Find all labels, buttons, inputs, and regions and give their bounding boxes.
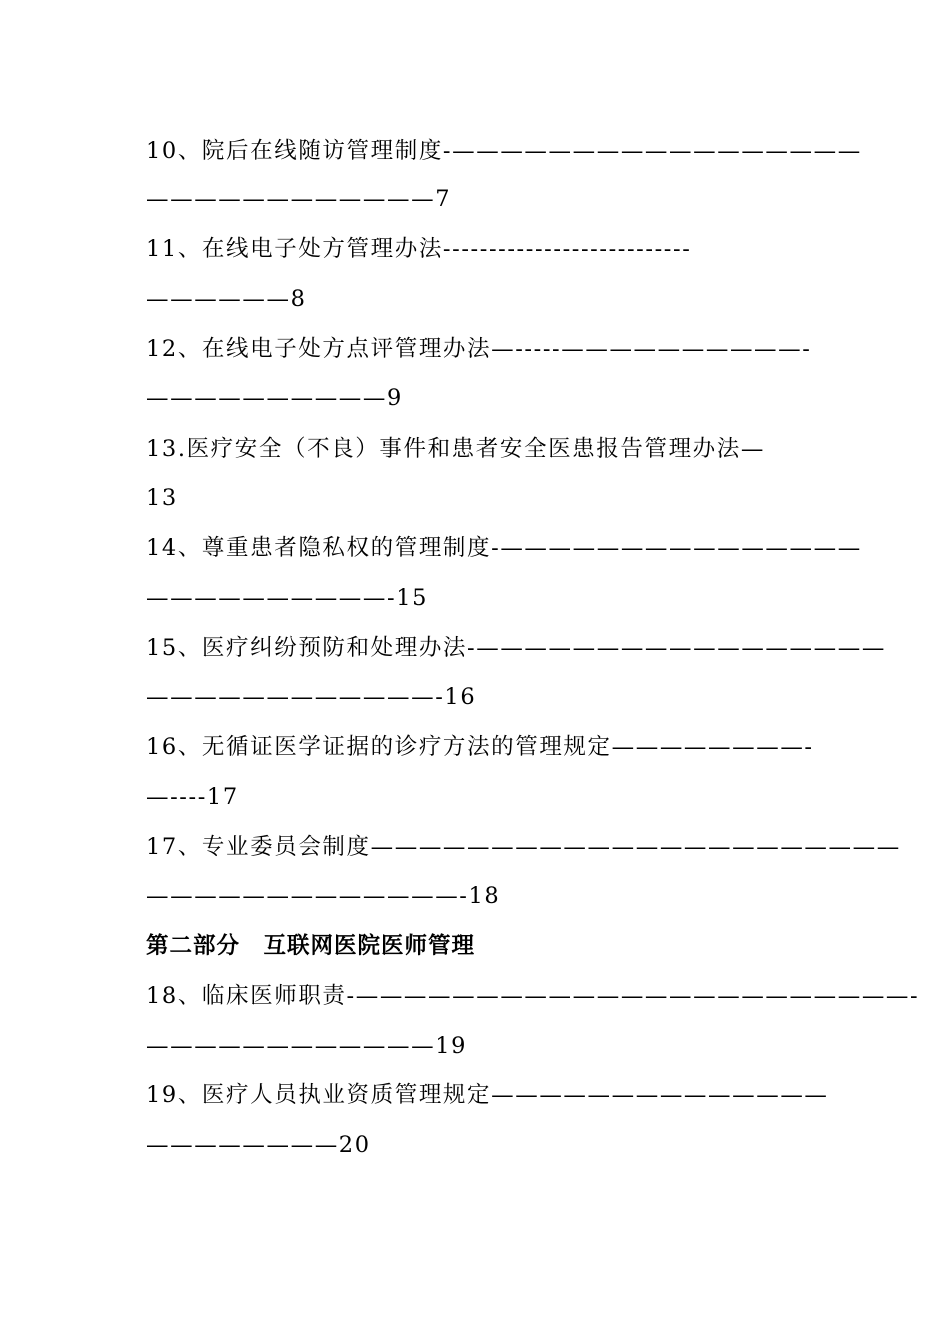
section-heading: 第二部分 互联网医院医师管理 [146,933,476,959]
toc-entry-19-line2: ————————20 [146,1132,371,1158]
toc-entry-15-line2: ————————————-16 [146,684,477,710]
toc-entry-14-line1: 14、尊重患者隐私权的管理制度-——————————————— [146,535,862,561]
toc-entry-13-line1: 13.医疗安全（不良）事件和患者安全医患报告管理办法— [146,436,765,462]
toc-entry-18-line2: ————————————19 [146,1033,468,1059]
toc-entry-17-line1: 17、专业委员会制度—————————————————————— [146,834,901,860]
toc-entry-16-line2: —----17 [146,784,239,810]
toc-entry-15-line1: 15、医疗纠纷预防和处理办法-————————————————— [146,635,886,661]
toc-entry-19-line1: 19、医疗人员执业资质管理规定—————————————— [146,1082,829,1108]
toc-entry-16-line1: 16、无循证医学证据的诊疗方法的管理规定————————- [146,734,814,760]
toc-entry-12-line1: 12、在线电子处方点评管理办法—-----——————————- [146,336,812,362]
toc-entry-11-line2: ——————8 [146,286,307,312]
toc-entry-14-line2: ——————————-15 [146,585,429,611]
toc-entry-12-line2: ——————————9 [146,385,403,411]
toc-entry-10-line2: ————————————7 [146,186,452,212]
toc-entry-18-line1: 18、临床医师职责-———————————————————————- [146,983,920,1009]
toc-entry-10-line1: 10、院后在线随访管理制度-————————————————— [146,138,862,164]
toc-entry-13-line2: 13 [146,485,178,511]
toc-entry-11-line1: 11、在线电子处方管理办法--------------------------- [146,236,692,262]
toc-entry-17-line2: —————————————-18 [146,883,501,909]
